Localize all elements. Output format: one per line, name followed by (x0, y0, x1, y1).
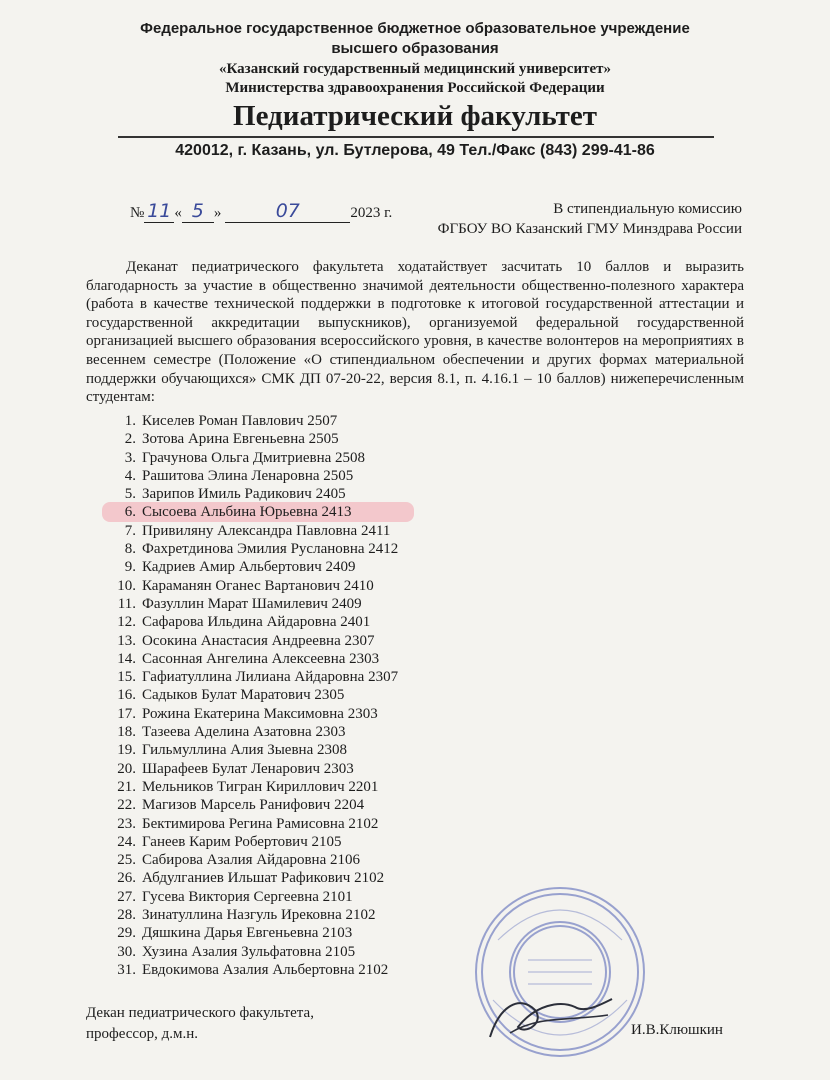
student-name: Бектимирова Регина Рамисовна 2102 (142, 815, 379, 832)
student-name: Осокина Анастасия Андреевна 2307 (142, 632, 375, 649)
student-list-item (110, 577, 398, 595)
student-list-item (110, 760, 398, 778)
signatory-title-line-2: профессор, д.м.н. (86, 1026, 198, 1042)
student-number: 22. (117, 797, 136, 814)
student-number: 28. (117, 907, 136, 924)
document-day: 5 (191, 200, 204, 222)
student-number: 15. (117, 669, 136, 686)
student-list-item (110, 741, 398, 759)
document-month: 07 (275, 200, 300, 222)
student-name: Сасонная Ангелина Алексеевна 2303 (142, 650, 380, 667)
student-number: 25. (117, 852, 136, 869)
student-number: 7. (124, 522, 136, 539)
student-number: 9. (124, 559, 136, 576)
student-name: Дяшкина Дарья Евгеньевна 2103 (142, 925, 353, 942)
student-number: 26. (117, 870, 136, 887)
student-number: 12. (117, 614, 136, 631)
student-name: Фахретдинова Эмилия Руслановна 2412 (142, 541, 399, 558)
student-list-item (110, 467, 398, 485)
petition-text (86, 258, 744, 407)
student-name: Мельников Тигран Кириллович 2201 (142, 778, 379, 795)
student-number: 23. (117, 815, 136, 832)
student-name: Гусева Виктория Сергеевна 2101 (142, 888, 353, 905)
student-number: 19. (117, 742, 136, 759)
student-name: Зинатуллина Назгуль Ирековна 2102 (142, 907, 376, 924)
student-number: 17. (117, 705, 136, 722)
signatory-name: И.В.Клюшкин (631, 1022, 723, 1038)
student-name: Сысоева Альбина Юрьевна 2413 (142, 504, 352, 521)
open-quote: « (174, 205, 182, 221)
student-list-item (110, 430, 398, 448)
student-list-item (110, 943, 398, 961)
student-name: Ганеев Карим Робертович 2105 (142, 833, 342, 850)
student-list-item (110, 632, 398, 650)
student-list-item (110, 961, 398, 979)
student-number: 8. (124, 541, 136, 558)
student-list-item (110, 888, 398, 906)
number-sign: № (130, 205, 145, 221)
signatory-title-line-1: Декан педиатрического факультета, (86, 1005, 314, 1021)
student-list-item (110, 705, 398, 723)
student-list-item (110, 412, 398, 430)
student-number: 29. (117, 925, 136, 942)
petition-paragraph: Деканат педиатрического факультета ходатайствует засчитать 10 баллов и выразить благодарность за участие в общественно значимой деятельности общественно-полезного характера (работа в качестве технической поддержки в подготовке к итоговой государственной аттестации и государственной аккредитации выпускников), организуемой федеральной государственной организацией высшего образования всероссийского уровня, в качестве волонтеров на мероприятиях в весеннем семестре (Положение «О стипендиальном обеспечении и других формах материальной поддержки обучающихся» СМК ДП 07-20-22, версия 8.1, п. 4.16.1 – 10 баллов) нижеперечисленным студентам: (86, 259, 744, 406)
student-name: Садыков Булат Маратович 2305 (142, 687, 345, 704)
student-name: Привиляну Александра Павловна 2411 (142, 522, 391, 539)
document-number: 11 (147, 200, 172, 222)
registration-line (130, 200, 392, 223)
header-line-2: высшего образования (331, 40, 499, 57)
student-number: 14. (117, 650, 136, 667)
student-name: Магизов Марсель Ранифович 2204 (142, 797, 365, 814)
signatory-title (86, 1003, 314, 1045)
student-name: Киселев Роман Павлович 2507 (142, 413, 338, 429)
student-list-item (110, 522, 398, 540)
student-name: Рожина Екатерина Максимовна 2303 (142, 705, 378, 722)
faculty-title: Педиатрический факультет (233, 100, 597, 132)
student-number: 3. (124, 449, 136, 466)
faculty-address: 420012, г. Казань, ул. Бутлерова, 49 Тел./Факс (843) 299-41-86 (175, 142, 655, 159)
student-name: Зарипов Имиль Радикович 2405 (142, 486, 346, 503)
student-number: 11. (117, 595, 136, 612)
header-line-3: «Казанский государственный медицинский университет» (219, 61, 611, 77)
student-name: Хузина Азалия Зульфатовна 2105 (142, 943, 356, 960)
student-number: 21. (117, 778, 136, 795)
student-list-item (110, 906, 398, 924)
addressee-line-2: ФГБОУ ВО Казанский ГМУ Минздрава России (437, 221, 742, 237)
student-name: Караманян Оганес Вартанович 2410 (142, 577, 374, 594)
student-list-item (110, 595, 398, 613)
student-list-item (110, 778, 398, 796)
student-list-item (110, 869, 398, 887)
student-list-item-highlighted (110, 503, 398, 521)
student-name: Евдокимова Азалия Альбертовна 2102 (142, 961, 389, 978)
student-number: 24. (117, 833, 136, 850)
student-name: Сафарова Ильдина Айдаровна 2401 (142, 614, 371, 631)
student-list-item (110, 833, 398, 851)
student-number: 1. (124, 413, 136, 429)
student-name: Фазуллин Марат Шамилевич 2409 (142, 595, 362, 612)
addressee-block (400, 199, 742, 239)
signature-mark (480, 985, 620, 1045)
student-list-item (110, 613, 398, 631)
student-list-item (110, 540, 398, 558)
student-number: 16. (117, 687, 136, 704)
student-list-item (110, 686, 398, 704)
student-list-item (110, 723, 398, 741)
student-list (110, 412, 398, 979)
student-name: Рашитова Элина Ленаровна 2505 (142, 467, 354, 484)
student-name: Кадриев Амир Альбертович 2409 (142, 559, 356, 576)
document-year: 2023 г. (350, 205, 393, 221)
student-list-item (110, 650, 398, 668)
student-name: Гильмуллина Алия Зыевна 2308 (142, 742, 347, 759)
student-number: 2. (124, 431, 136, 448)
student-name: Сабирова Азалия Айдаровна 2106 (142, 852, 360, 869)
student-list-item (110, 485, 398, 503)
student-list-item (110, 815, 398, 833)
student-list-item (110, 851, 398, 869)
student-number: 31. (117, 961, 136, 978)
student-number: 10. (117, 577, 136, 594)
student-name: Тазеева Аделина Азатовна 2303 (142, 724, 346, 741)
addressee-line-1: В стипендиальную комиссию (553, 201, 742, 217)
student-name: Абдулганиев Ильшат Рафикович 2102 (142, 870, 385, 887)
student-number: 27. (117, 888, 136, 905)
student-name: Грачунова Ольга Дмитриевна 2508 (142, 449, 366, 466)
student-list-item (110, 668, 398, 686)
student-number: 5. (124, 486, 136, 503)
header-line-1: Федеральное государственное бюджетное образовательное учреждение (140, 20, 690, 37)
student-number: 20. (117, 760, 136, 777)
student-list-item (110, 558, 398, 576)
student-number: 13. (117, 632, 136, 649)
student-name: Зотова Арина Евгеньевна 2505 (142, 431, 339, 448)
student-list-item (110, 924, 398, 942)
student-name: Гафиатуллина Лилиана Айдаровна 2307 (142, 669, 399, 686)
student-number: 6. (124, 504, 136, 521)
student-number: 30. (117, 943, 136, 960)
student-name: Шарафеев Булат Ленарович 2303 (142, 760, 354, 777)
student-number: 18. (117, 724, 136, 741)
student-number: 4. (124, 467, 136, 484)
student-list-item (110, 449, 398, 467)
student-list-item (110, 796, 398, 814)
header-divider (118, 136, 714, 138)
header-line-4: Министерства здравоохранения Российской Федерации (225, 80, 605, 96)
close-quote: » (213, 205, 222, 221)
